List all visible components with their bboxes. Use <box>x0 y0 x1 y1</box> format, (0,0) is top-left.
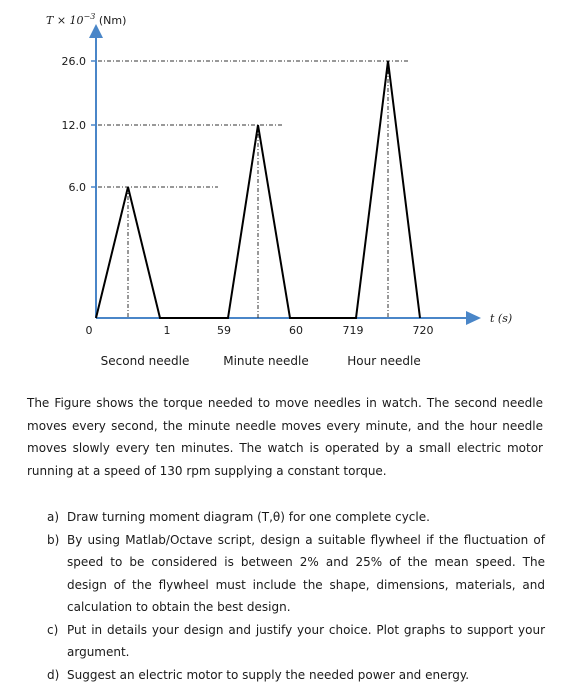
y-axis-label: $T \times 10^{-3}$ (Nm) <box>46 12 127 27</box>
problem-text <box>27 392 543 482</box>
question-label: c) <box>47 622 59 637</box>
x-tick-label-719: 719 <box>342 324 364 337</box>
x-tick-label-0: 0 <box>85 324 93 337</box>
question-text: By using Matlab/Octave script, design a suitable flywheel if the fluctuation of speed to be considered is between 2% and 25% of the mean speed. The design of the flywheel must include the shape, dimensions, materials, and calculation to obtain the best design. <box>67 532 545 614</box>
question-label: d) <box>47 667 60 682</box>
y-tick-label-6: 6.0 <box>68 181 86 194</box>
x-tick-label-1: 1 <box>163 324 171 337</box>
caption-second-needle: Second needle <box>100 354 190 368</box>
caption-hour-needle: Hour needle <box>347 354 421 368</box>
y-tick-label-26: 26.0 <box>61 55 86 68</box>
x-tick-label-59: 59 <box>217 324 231 337</box>
question-label: b) <box>47 532 60 547</box>
x-tick-label-720: 720 <box>412 324 434 337</box>
x-axis-label: t (s) <box>490 312 513 325</box>
question-label: a) <box>47 510 60 524</box>
question-text: Suggest an electric motor to supply the needed power and energy. <box>67 667 470 682</box>
question-b <box>47 529 545 619</box>
question-text: Put in details your design and justify your choice. Plot graphs to support your argument. <box>67 622 545 659</box>
question-a <box>47 506 545 529</box>
problem-paragraph: The Figure shows the torque needed to move needles in watch. The second needle moves every second, the minute needle moves every minute, and the hour needle moves slowly every ten minutes. The watch is operated by a small electric motor running at a speed of 130 rpm supplying a constant torque. <box>27 396 543 478</box>
question-text: Draw turning moment diagram (T,θ) for one complete cycle. <box>67 510 430 524</box>
y-tick-label-12: 12.0 <box>61 119 86 132</box>
question-c <box>47 619 545 664</box>
x-tick-label-60: 60 <box>289 324 303 337</box>
question-list <box>47 506 545 686</box>
caption-minute-needle: Minute needle <box>223 354 309 368</box>
question-d <box>47 664 545 687</box>
x-axis-arrow <box>466 311 481 325</box>
